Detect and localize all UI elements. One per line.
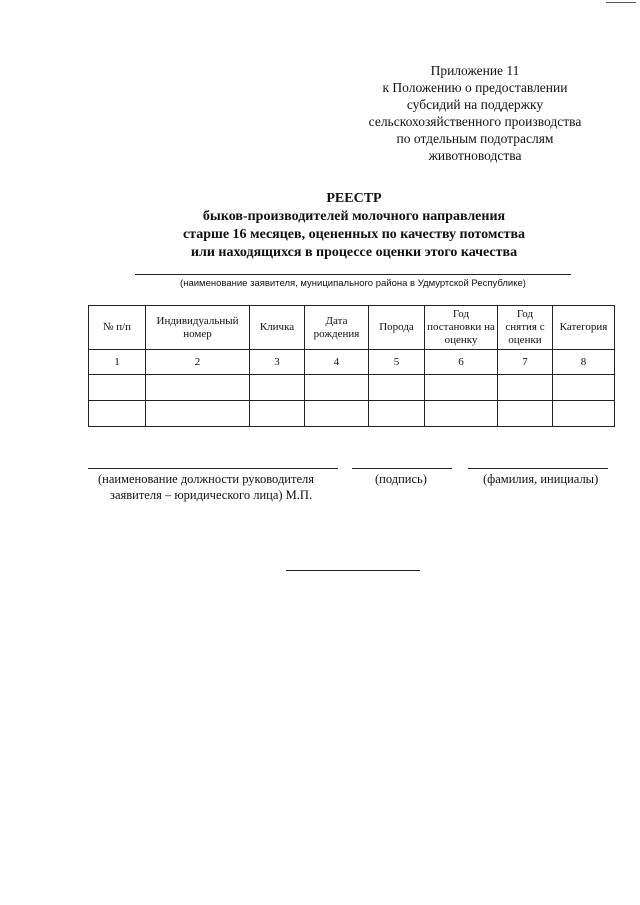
table-row — [89, 375, 615, 401]
registry-table — [88, 305, 615, 427]
position-caption: (наименование должности руководителя — [98, 472, 314, 486]
table-header-row — [89, 306, 615, 350]
empty-cell — [250, 375, 305, 401]
document-title — [90, 190, 618, 262]
empty-cell — [498, 375, 553, 401]
number-cell: 7 — [498, 350, 553, 375]
title-line: или находящихся в процессе оценки этого качества — [190, 245, 518, 260]
position-caption: заявителя – юридического лица) М.П. — [110, 488, 313, 502]
empty-cell — [89, 375, 146, 401]
number-cell: 1 — [89, 350, 146, 375]
position-fill-line — [88, 468, 338, 469]
name-fill-line — [468, 468, 608, 469]
signature-caption: (подпись) — [375, 472, 427, 486]
table-row — [89, 401, 615, 427]
header-cell: Год постановки на оценку — [425, 306, 498, 350]
number-cell: 8 — [553, 350, 615, 375]
empty-cell — [553, 375, 615, 401]
empty-cell — [305, 375, 369, 401]
header-cell: Порода — [369, 306, 425, 350]
number-cell: 6 — [425, 350, 498, 375]
header-cell: Кличка — [250, 306, 305, 350]
title-line: быков-производителей молочного направления — [202, 209, 506, 224]
title-line: старше 16 месяцев, оцененных по качеству потомства — [182, 227, 526, 242]
title-heading: РЕЕСТР — [326, 191, 382, 206]
header-cell: Дата рождения — [305, 306, 369, 350]
number-cell: 5 — [369, 350, 425, 375]
table-number-row — [89, 350, 615, 375]
appendix-note — [350, 62, 600, 164]
corner-mark — [606, 2, 636, 3]
empty-cell — [89, 401, 146, 427]
empty-cell — [369, 375, 425, 401]
empty-cell — [553, 401, 615, 427]
appendix-line: сельскохозяйственного производства — [368, 114, 582, 129]
appendix-line: субсидий на поддержку — [406, 97, 544, 112]
empty-cell — [425, 375, 498, 401]
header-cell: Год снятия с оценки — [498, 306, 553, 350]
empty-cell — [425, 401, 498, 427]
name-caption: (фамилия, инициалы) — [483, 472, 599, 486]
end-rule — [286, 570, 420, 571]
empty-cell — [146, 375, 250, 401]
empty-cell — [369, 401, 425, 427]
empty-cell — [305, 401, 369, 427]
header-cell: № п/п — [89, 306, 146, 350]
appendix-line: по отдельным подотраслям — [396, 131, 554, 146]
number-cell: 3 — [250, 350, 305, 375]
header-cell: Категория — [553, 306, 615, 350]
header-cell: Индивидуальный номер — [146, 306, 250, 350]
signature-fill-line — [352, 468, 452, 469]
applicant-caption: (наименование заявителя, муниципального района в Удмуртской Республике) — [180, 278, 526, 289]
applicant-fill-line — [135, 274, 571, 275]
appendix-line: животноводства — [428, 148, 522, 163]
empty-cell — [146, 401, 250, 427]
appendix-line: Приложение 11 — [430, 63, 520, 78]
empty-cell — [498, 401, 553, 427]
number-cell: 2 — [146, 350, 250, 375]
appendix-line: к Положению о предоставлении — [382, 80, 568, 95]
number-cell: 4 — [305, 350, 369, 375]
empty-cell — [250, 401, 305, 427]
